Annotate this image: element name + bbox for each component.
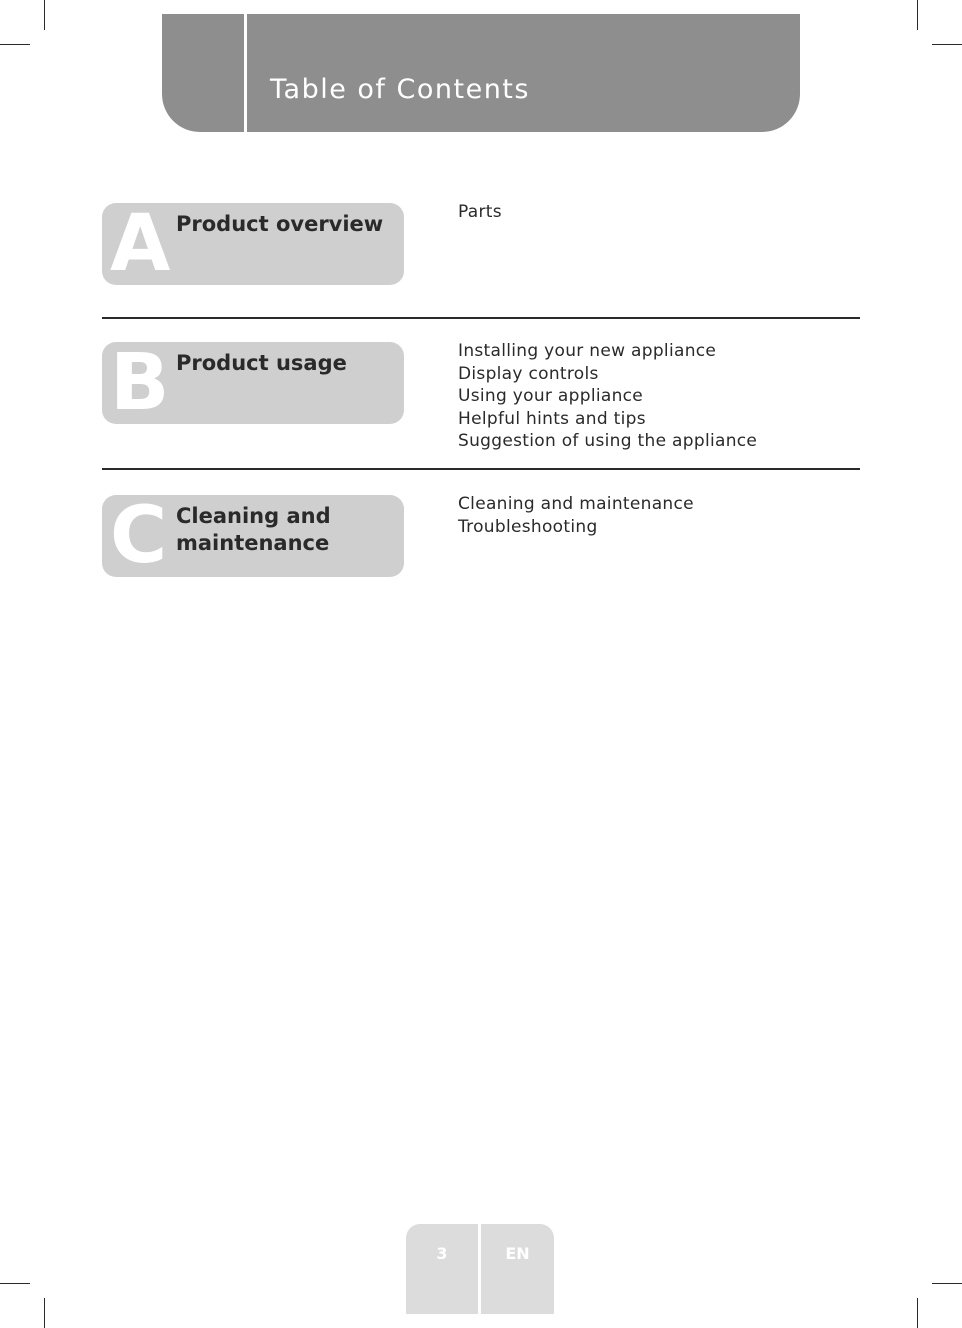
section-divider — [102, 317, 860, 319]
toc-item[interactable]: Installing your new appliance — [458, 341, 717, 361]
toc-item[interactable]: Parts — [458, 202, 502, 222]
toc-item[interactable]: Display controls — [458, 363, 599, 384]
language-box — [481, 1224, 554, 1314]
section-items — [458, 493, 694, 538]
crop-mark-top-right-horizontal — [932, 44, 962, 45]
section-letter: C — [110, 495, 168, 577]
section-title: Product overview — [176, 212, 384, 236]
crop-mark-bottom-right-vertical — [917, 1298, 918, 1328]
toc-item[interactable]: Using your appliance — [458, 386, 644, 406]
section-letter: B — [110, 342, 170, 424]
section-title: Product usage — [176, 351, 347, 375]
crop-mark-bottom-right-horizontal — [932, 1283, 962, 1284]
header-divider — [244, 14, 247, 132]
section-tab-c — [102, 495, 404, 577]
page-header — [162, 14, 800, 132]
page-number: 3 — [436, 1244, 448, 1263]
crop-mark-top-right-vertical — [917, 0, 918, 30]
section-letter: A — [110, 203, 171, 285]
crop-mark-bottom-left-horizontal — [0, 1283, 30, 1284]
page-number-box — [406, 1224, 478, 1314]
section-items — [458, 201, 502, 224]
toc-item[interactable]: Cleaning and maintenance — [458, 494, 694, 514]
language-code: EN — [505, 1244, 530, 1263]
toc-item[interactable]: Helpful hints and tips — [458, 408, 646, 429]
page-title: Table of Contents — [270, 74, 530, 105]
section-title: Cleaning and maintenance — [176, 504, 331, 555]
crop-mark-bottom-left-vertical — [44, 1298, 45, 1328]
section-tab-b — [102, 342, 404, 424]
crop-mark-top-left-horizontal — [0, 44, 30, 45]
toc-item[interactable]: Suggestion of using the appliance — [458, 431, 758, 451]
toc-item[interactable]: Troubleshooting — [458, 516, 598, 537]
section-tab-a — [102, 203, 404, 285]
section-divider — [102, 468, 860, 470]
crop-mark-top-left-vertical — [44, 0, 45, 30]
section-items — [458, 340, 757, 453]
